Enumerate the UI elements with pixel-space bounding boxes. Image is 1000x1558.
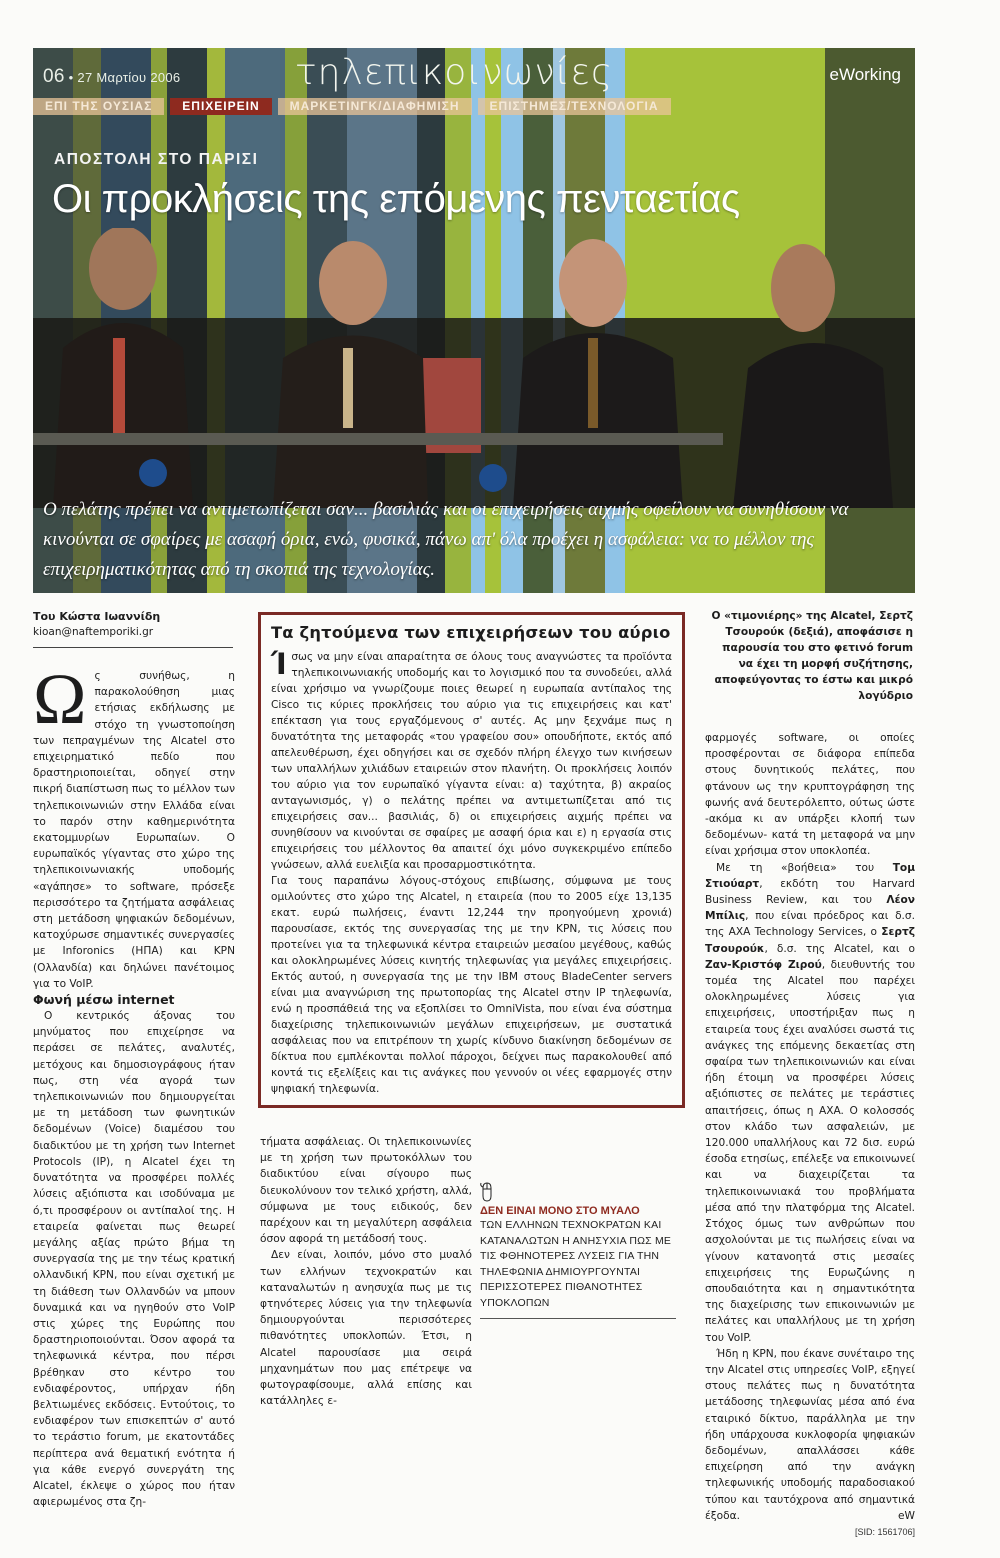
sidebar-text-1: σως να μην είναι απαραίτητα σε όλους τους αναγνώστες τα προϊόντα τηλεπικοινωνιακής υποδομής και το λογισμικό που τα συνοδεύει, αλλά είναι χρήσιμο να γνωρίζουμε ποιες θεωρεί η ευρωπαία αντίπαλος της Cisco τις κύριες προκλήσεις του αύριο για τις επιχειρήσεις και κατ' επέκταση για τους εργαζόμενους σ' αυτές. Ας μην ξεχνάμε πως η δυνατότητα της μεταφοράς «του γραφείου σου» οπουδήποτε, εκτός από απελευθέρωση, έχει οδηγήσει και σε σχεδόν πλήρη έλεγχο των κινήσεων των υπαλλήλων χιλιάδων εταιρειών στον πλανήτη. Οι προκλήσεις λοιπόν του αύριο για τον ευρωπαϊκό γίγαντα είναι: α) ταχύτητα, β) ακραίος ανταγωνισμός, γ) ο πελάτης πρέπει να αντιμετωπίζεται από τις επιχειρήσεις σαν... βασιλιάς, δ) οι επιχειρήσεις αιχμής πρέπει να συνηθίσουν να κινούνται σε σφαίρες με ασαφή όρια και ε) η εργασία στις επιχειρήσεις του μέλλοντος θα απαιτεί όχι μόνο συγκεκριμένο επίπεδο γνώσεων, αλλά ευελιξία και προσαρμοστικότητα. bbox=[271, 651, 672, 871]
section-title: τηλεπικοινωνίες bbox=[295, 52, 614, 93]
mouse-icon bbox=[480, 1182, 494, 1202]
photo-caption: Ο πελάτης πρέπει να αντιμετωπίζεται σαν... βασιλιάς και οι επιχειρήσεις αιχμής οφείλουν να συνηθίσουν να κινούνται σε σφαίρες με ασαφή όρια, ενώ, φυσικά, πάνω απ' όλα προέχει η ασφάλεια: να το μέλλον της επιχειρηματικότητας από τη σκοπιά της τεχνολογίας. bbox=[43, 499, 849, 580]
column-2 bbox=[260, 1134, 472, 1409]
person-name: Σερτζ Τσουρούκ bbox=[705, 926, 915, 955]
pull-quote-heading: ΔΕΝ ΕΙΝΑΙ ΜΟΝΟ ΣΤΟ ΜΥΑΛΟ bbox=[480, 1205, 640, 1217]
supplement-name: eWorking bbox=[829, 65, 901, 84]
sidebar-box-paragraph-2: Για τους παραπάνω λόγους-στόχους επιβίωσης, σύμφωνα με τους ομιλούντες στο χώρο της Alcatel, η εταιρεία (που το 2005 είχε 13,135 εκατ. ευρώ πωλήσεις, έναντι 12,244 την προηγούμενη χρονιά) παρουσίασε, εκτός της συνεργασίας της με την KPN, τις λύσεις που προτείνει για τα τηλεφωνικά κέντρα εταιρειών μεσαίου μεγέθους, καθώς και ολοκληρωμένες λύσεις κινητής τηλεφωνίας για μεγάλες επιχειρήσεις. Εκτός αυτού, η συνεργασία της με την IBM στους BladeCenter servers είναι μια αναγνώριση της πρωτοπορίας της Alcatel στην IP τηλεφωνία, ενώ η προσπάθειά της να εξοπλίσει το OmniVista, που είναι ένα σύστημα διαχείρισης τηλεπικοινωνιών μεγάλων επιχειρήσεων, με συστατικά ασφάλειας που να επιτρέπουν τη χωρίς κίνδυνο διακίνηση δεδομένων σε δίκτυα που εμπλέκονται πολλοί πάροχοι, δείχνει πως παρακολουθεί από κοντά τις εξελίξεις και τις ανάγκες που γεννούν οι νέες εφαρμογές στην ψηφιακή τηλεφωνία. bbox=[271, 875, 672, 1095]
sidebar-box-title: Τα ζητούμενα των επιχειρήσεων του αύριο bbox=[271, 623, 671, 642]
body-paragraph bbox=[705, 1346, 915, 1524]
story-id: [SID: 1561706] bbox=[855, 1527, 916, 1537]
byline bbox=[33, 610, 235, 648]
text-span: Ήδη η KPN, που έκανε συνέταιρο της την Alcatel στις υπηρεσίες VoIP, εξηγεί στους πελάτες πως η δυνατότητα μετάδοσης τηλεφωνίας μέσα από ένα εταιρικό δίκτυο, παράλληλα με την ήδη υπάρχουσα κυκλοφορία ψηφιακών δεδομένων, απαλλάσσει κάθε επιχείρηση από την ανάγκη τηλεφωνικής υποδομής παραδοσιακού τύπου και ταυτόχρονα από σημαντικά έξοδα. bbox=[705, 1347, 915, 1522]
sidebar-box bbox=[258, 612, 685, 1108]
text-span: , διευθυντής του τομέα της Alcatel που παρέχει ολοκληρωμένες λύσεις για επιχειρήσεις, υποστήριξαν πως η εταιρεία τους έχει αναλύσει σωστά τις ανάγκες της επόμενης δεκαετίας στη σφαίρα των τηλεπικοινωνιών και είναι ήδη έτοιμη να προσφέρει λύσεις αξιόπιστες σε πελάτες με τεράστιες απαιτήσεις, όπως η AXA. Ο κολοσσός στον κλάδο των ασφαλειών, με 120.000 υπαλλήλους και 72 δισ. ευρώ έσοδα ετησίως, επέλεξε να επικοινωνεί και να διαχειρίζεται τα τηλεπικοινωνιακά του προβλήματα μέσα από την πλατφόρμα της Alcatel. Στόχος όμως των ανθρώπων που ασχολούνται με τις πωλήσεις είναι να γίνουν κατανοητά στις μεσαίες επιχειρήσεις της Ευρωζώνης η σπουδαιότητα και η σημαντικότητα της διαχείρισης των επικοινωνιών με πελάτες και υπαλλήλους με τη χρήση του VoIP. bbox=[705, 958, 915, 1344]
body-paragraph bbox=[705, 860, 915, 1346]
body-paragraph: Ο κεντρικός άξονας του μηνύματος που επιχείρησε να περάσει σε πελάτες, αναλυτές, μετόχους και δημοσιογράφους ήταν πως, στη νέα αγορά των τηλεπικοινωνιών που δημιουργείται με τη μετάδοση των φωνητικών δεδομένων (Voice) διαμέσου του διαδικτύου με τη χρήση των Internet Protocols (IP), η Alcatel έχει τη δυνατότητα να προσφέρει πολλές λύσεις αξιόπιστα και ισοδύναμα με ό,τι προσφέρουν οι αντίπαλοί της. Η εταιρεία φαίνεται πως θεωρεί μεγάλης αξίας πρώτο βήμα τη συνεργασία της με την τέως κρατική ολλανδική KPN, που είναι σχετική με τη διάθεση των Ολλανδών να μπουν δυναμικά και να ηγηθούν στο VoIP στις χώρες της Ευρώπης που δραστηριοποιούνται. Όσον αφορά τα τηλεφωνικά κέντρα, που πέρσι βρέθηκαν στο κέντρο του ενδιαφέροντος, υπήρχαν ήδη βελτιωμένες εκδόσεις. Εντούτοις, το ενδιαφέρον των επισκεπτών σ' αυτό το τεράστιο forum, με εκατοντάδες περίπτερα ανά θεματική ενότητα ή για κάθε ενεργό συνεργάτη της Alcatel, έκλεψε ο χώρος που ήταν αφιερωμένος στα ζη- bbox=[33, 1010, 235, 1509]
person-name: Λέον Μπίλις bbox=[705, 894, 915, 923]
person-name: Τομ Στιούαρτ bbox=[705, 861, 915, 890]
issue-date: 27 Μαρτίου 2006 bbox=[77, 70, 181, 85]
page-number: 06 bbox=[43, 66, 65, 87]
text-span: , εκδότη του Harvard Business Review, και του bbox=[705, 877, 915, 907]
nav-item-epistimes[interactable]: ΕΠΙΣΤΗΜΕΣ/ΤΕΧΝΟΛΟΓΙΑ bbox=[478, 98, 671, 115]
panel-discussion-photo bbox=[33, 228, 915, 508]
pull-quote bbox=[480, 1182, 680, 1319]
body-paragraph: φαρμογές software, οι οποίες προσφέρονται σε διάφορα επίπεδα στους δυνητικούς πελάτες, που φτάνουν ως την κρυπτογράφηση της φωνής ανά δευτερόλεπτο, ούτως ώστε -ακόμα κι αν υπάρξει κλοπή των δεδομένων- κατά τη μεταφορά να μην είναι χρήσιμα στον υποκλοπέα. bbox=[705, 732, 915, 858]
subheading: Φωνή μέσω internet bbox=[33, 992, 175, 1008]
body-paragraph: τήματα ασφάλειας. Οι τηλεπικοινωνίες με τη χρήση των πρωτοκόλλων του διαδικτύου είναι σίγουρο πως διευκολύνουν τον τελικό χρήστη, αλλά, σύμφωνα με τους ειδικούς, δεν παρέχουν και τη μεγαλύτερη ασφάλεια όσον αφορά τη μετάδοσή τους. bbox=[260, 1136, 472, 1246]
drop-cap: Ω bbox=[33, 659, 87, 739]
body-paragraph: Δεν είναι, λοιπόν, μόνο στο μυαλό των ελλήνων τεχνοκρατών και καταναλωτών η ανησυχία πως με τις φτηνότερες λύσεις για την τηλεφωνία δημιουργούνται περισσότερες πιθανότητες υποκλοπών. Έτσι, η Alcatel παρουσίασε μια σειρά μηχανημάτων που μας επέτρεψε να φωτογραφίσουμε, αλλά επίσης και κατάλληλες ε- bbox=[260, 1249, 472, 1408]
article-headline: Οι προκλήσεις της επόμενης πενταετίας bbox=[52, 177, 740, 221]
text-span: , που είναι πρόεδρος και δ.σ. της AXA Technology Services, ο bbox=[705, 910, 915, 939]
signature: eW bbox=[898, 1509, 915, 1522]
article-kicker: ΑΠΟΣΤΟΛΗ ΣΤΟ ΠΑΡΙΣΙ bbox=[54, 151, 259, 168]
byline-rule bbox=[33, 647, 233, 648]
author-email[interactable]: kioan@naftemporiki.gr bbox=[33, 626, 154, 638]
sidebar-box-paragraph bbox=[271, 649, 672, 873]
pull-quote-rule bbox=[480, 1318, 676, 1319]
nav-item-marketing[interactable]: ΜΑΡΚΕΤΙΝΓΚ/ΔΙΑΦΗΜΙΣΗ bbox=[278, 98, 472, 115]
nav-item-epixeirein[interactable]: ΕΠΙΧΕΙΡΕΙΝ bbox=[170, 98, 271, 115]
sidebar-initial: Ί bbox=[271, 647, 288, 681]
pull-quote-text: ΤΩΝ ΕΛΛΗΝΩΝ ΤΕΧΝΟΚΡΑΤΩΝ ΚΑΙ ΚΑΤΑΝΑΛΩΤΩΝ Η ΑΝΗΣΥΧΙΑ ΠΩΣ ΜΕ ΤΙΣ ΦΘΗΝΟΤΕΡΕΣ ΛΥΣΕΙΣ ΓΙΑ ΤΗΝ ΤΗΛΕΦΩΝΙΑ ΔΗΜΙΟΥΡΓΟΥΝΤΑΙ ΠΕΡΙΣΣΟΤΕΡΕΣ ΠΙΘΑΝΟΤΗΤΕΣ ΥΠΟΚΛΟΠΩΝ bbox=[480, 1219, 672, 1309]
column-1 bbox=[33, 659, 235, 1510]
text-span: , δ.σ. της Alcatel, και ο bbox=[764, 942, 915, 955]
column-3 bbox=[705, 730, 915, 1524]
text-span: Με τη «βοήθεια» του bbox=[716, 861, 893, 874]
issue-info bbox=[43, 66, 180, 88]
header-photo-banner bbox=[33, 48, 915, 593]
nav-item-epi-tis-ousias[interactable]: ΕΠΙ ΤΗΣ ΟΥΣΙΑΣ bbox=[33, 98, 164, 115]
section-nav bbox=[33, 98, 915, 115]
person-name: Ζαν-Κριστόφ Ζιρού bbox=[705, 958, 822, 971]
separator-dot: • bbox=[68, 70, 78, 85]
intro-paragraph: ς συνήθως, η παρακολούθηση μιας ετήσιας εκδήλωσης με στόχο τη γνωστοποίηση των πεπραγμένων της Alcatel στο επιχειρηματικό πεδίο που δραστηριοποιείται, οδηγεί στην πικρή διαπίστωση πως το μέλλον των τηλεπικοινωνιών στην Ελλάδα είναι το παρόν στην καθημερινότητα εκατομμυρίων Ευρωπαίων. Ο ευρωπαϊκός γίγαντας στο χώρο της τηλεπικοινωνιακής υποδομής «αγάπησε» το software, πρόσεξε περισσότερο τα ζητήματα ασφάλειας στη μετάδοση ψηφιακών δεδομένων, κατοχύρωσε σημαντικές συνεργασίες με Inforonics (ΗΠΑ) και KPN (Ολλανδία) και δηλώνει πανέτοιμος για το VoIP. bbox=[33, 670, 235, 990]
right-photo-caption: Ο «τιμονιέρης» της Alcatel, Σερτζ Τσουρούκ (δεξιά), αποφάσισε η παρουσία του στο φετινό forum να έχει τη μορφή συζήτησης, αποφεύγοντας το έστω και μικρό λογύδριο bbox=[711, 610, 913, 702]
author-name: Του Κώστα Ιωαννίδη bbox=[33, 610, 161, 623]
